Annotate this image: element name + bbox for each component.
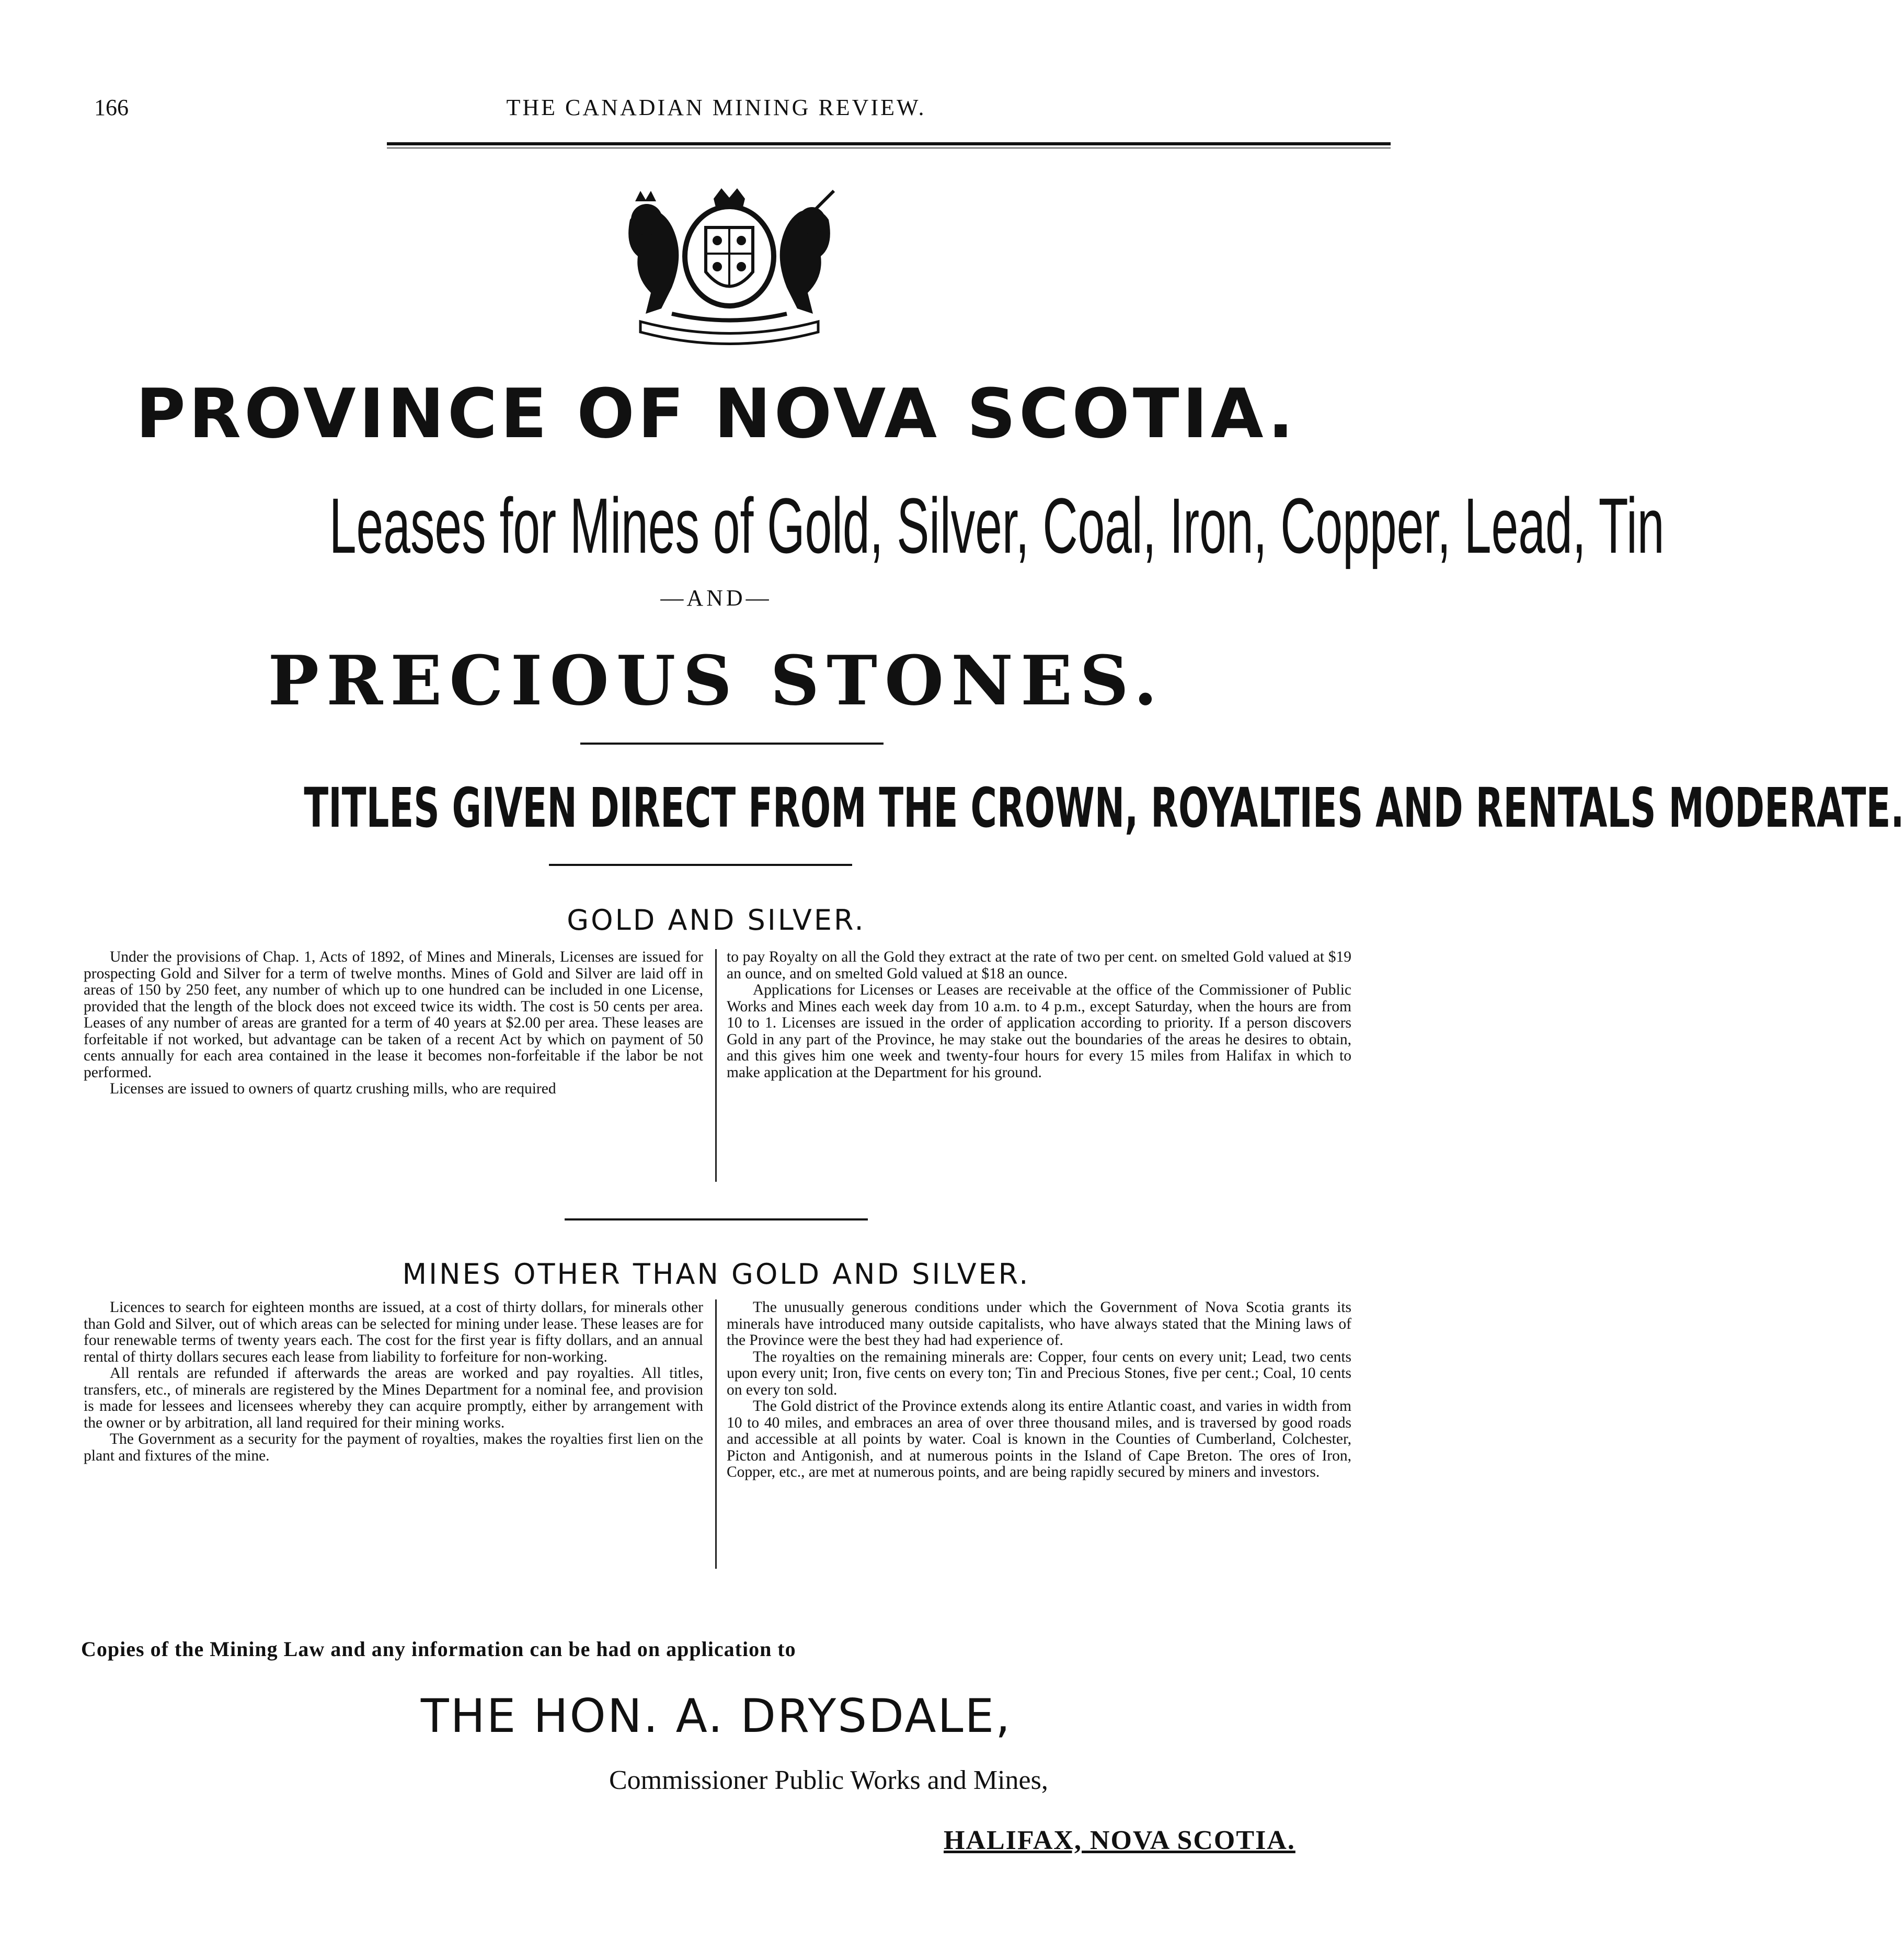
- royal-coat-of-arms-icon: [609, 188, 850, 345]
- paragraph: to pay Royalty on all the Gold they extract at the rate of two per cent. on smelted Gold valued at $19 an ounce, and on smelted Gold valued at $18 an ounce.: [727, 949, 1351, 982]
- paragraph: The unusually generous conditions under which the Government of Nova Scotia grants its minerals have introduced many outside capitalists, who have always stated that the Mining laws of the Province were the best they had had experience of.: [727, 1299, 1351, 1349]
- gold-silver-title: GOLD AND SILVER.: [567, 904, 866, 937]
- paragraph: The royalties on the remaining minerals are: Copper, four cents on every unit; Lead, two cents upon every unit; Iron, five cents on every ton; Tin and Precious Stones, five per cent.; Coal, 10 cents on every ton sold.: [727, 1348, 1351, 1398]
- paragraph: Licences to search for eighteen months are issued, at a cost of thirty dollars, for minerals other than Gold and Silver, out of which areas can be selected for mining under lease. These leases are for four renewable terms of twenty years each. The cost for the first year is fifty dollars, and an annual rental of thirty dollars secures each lease from liability to forfeiture for non-working.: [84, 1299, 703, 1365]
- precious-stones-heading: PRECIOUS STONES.: [268, 641, 1165, 721]
- province-heading: PROVINCE OF NOVA SCOTIA.: [135, 374, 1297, 453]
- gold-silver-left-column: [84, 949, 703, 1098]
- titles-heading: TITLES GIVEN DIRECT FROM THE CROWN, ROYALTIES AND RENTALS MODERATE.: [304, 776, 1904, 840]
- paragraph: Applications for Licenses or Leases are receivable at the office of the Commissioner of Public Works and Mines each week day from 10 a.m. to 4 p.m., except Saturday, when the hours are from 10 to 1. Licenses are issued in the order of application according to priority. If a person discovers Gold in any part of the Province, he may stake out the boundaries of the areas he desires to obtain, and this gives him one week and twenty-four hours for every 15 miles from Halifax in which to make application at the Department for his ground.: [727, 982, 1351, 1081]
- rule: [549, 864, 852, 866]
- commissioner-title: Commissioner Public Works and Mines,: [609, 1765, 1048, 1795]
- other-mines-right-column: [727, 1299, 1351, 1481]
- commissioner-name: [0, 1689, 1432, 1743]
- copies-notice: Copies of the Mining Law and any information can be had on application to: [81, 1637, 796, 1661]
- name-main: A. DRYSDALE,: [675, 1689, 1012, 1743]
- column-divider: [715, 949, 717, 1182]
- paragraph: The Government as a security for the payment of royalties, makes the royalties first lien on the plant and fixtures of the mine.: [84, 1431, 703, 1464]
- rule: [565, 1218, 868, 1220]
- paragraph: Under the provisions of Chap. 1, Acts of 1892, of Mines and Minerals, Licenses are issued for prospecting Gold and Silver for a term of twelve months. Mines of Gold and Silver are laid off in areas of 150 by 250 feet, any number of which up to one hundred can be included in one License, provided that the length of the block does not exceed twice its width. The cost is 50 cents per area. Leases of any number of areas are granted for a term of 40 years at $2.00 per area. These leases are forfeitable if not worked, but advantage can be taken of a recent Act by which on payment of 50 cents annually for each area contained in the lease it becomes non-forfeitable if the labor be not performed.: [84, 949, 703, 1081]
- commissioner-place: HALIFAX, NOVA SCOTIA.: [944, 1826, 1295, 1855]
- header-rule-thin: [387, 147, 1391, 149]
- running-title: THE CANADIAN MINING REVIEW.: [506, 95, 926, 120]
- paragraph: Licenses are issued to owners of quartz crushing mills, who are required: [110, 1080, 556, 1097]
- leases-heading: Leases for Mines of Gold, Silver, Coal, Iron, Copper, Lead, Tin: [329, 482, 1665, 569]
- name-hon: HON.: [533, 1689, 660, 1743]
- other-mines-title: MINES OTHER THAN GOLD AND SILVER.: [402, 1258, 1030, 1291]
- name-the: THE: [420, 1689, 518, 1743]
- rule: [580, 743, 884, 745]
- gold-silver-right-column: [727, 949, 1351, 1081]
- paragraph: The Gold district of the Province extends along its entire Atlantic coast, and varies in width from 10 to 40 miles, and embraces an area of over three thousand miles, and is traversed by good roads and accessible at all points by water. Coal is known in the Counties of Cumberland, Colchester, Picton and Antigonish, and at numerous points in the Island of Cape Breton. The ores of Iron, Copper, etc., are met at numerous points, and are being rapidly secured by miners and investors.: [727, 1398, 1351, 1480]
- column-divider: [715, 1299, 717, 1569]
- and-divider: —AND—: [660, 585, 772, 611]
- page-number: 166: [94, 95, 129, 120]
- other-mines-left-column: [84, 1299, 703, 1464]
- paragraph: All rentals are refunded if afterwards the areas are worked and pay royalties. All titles, transfers, etc., of minerals are registered by the Mines Department for a nominal fee, and provision is made for lessees and licensees whereby they can acquire promptly, either by arrangement with the owner or by arbitration, all land required for their mining works.: [84, 1365, 703, 1431]
- header-rule: [387, 142, 1391, 145]
